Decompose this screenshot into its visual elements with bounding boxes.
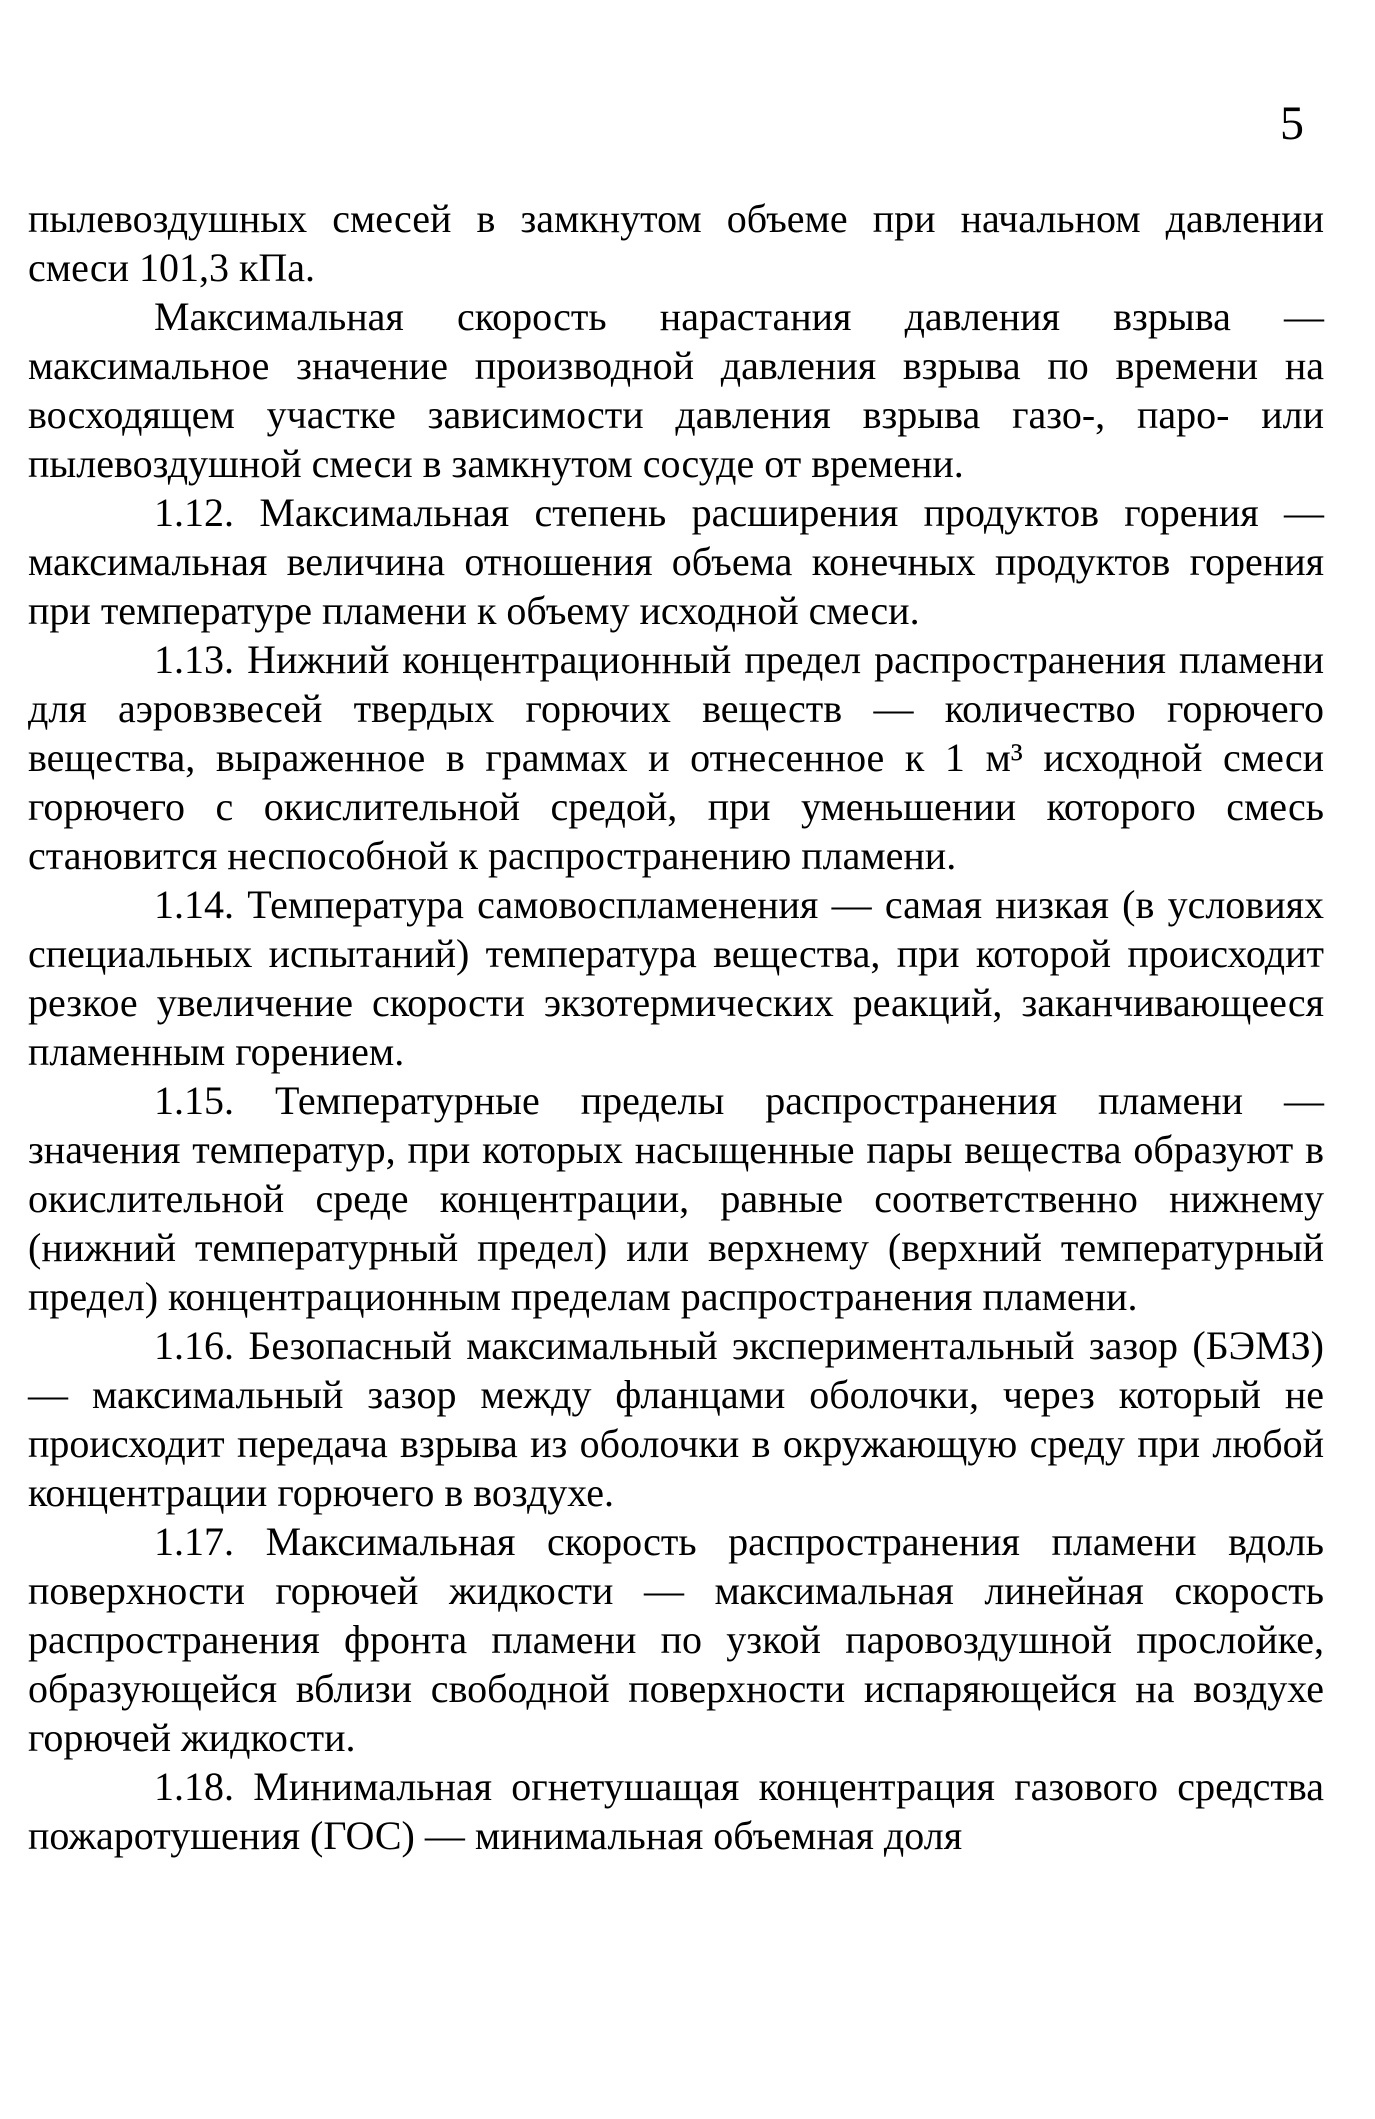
paragraph-1-14: 1.14. Температура самовоспламенения — самая низкая (в условиях специальных испытаний) температура вещества, при которой происходит резкое увеличение скорости экзотермических реакций, заканчивающееся пламенным горением. [28, 882, 1324, 1074]
paragraph-1-15: 1.15. Температурные пределы распространения пламени — значения температур, при которых насыщенные пары вещества образуют в окислительной среде концентрации, равные соответственно нижнему (нижний температурный предел) или верхнему (верхний температурный предел) концентрационным пределам распространения пламени. [28, 1078, 1324, 1319]
paragraph-max-pressure-rise-rate: Максимальная скорость нарастания давления взрыва — максимальное значение производной давления взрыва по времени на восходящем участке зависимости давления взрыва газо-, паро- или пылевоздушной смеси в замкнутом сосуде от времени. [28, 294, 1324, 486]
paragraph-1-13: 1.13. Нижний концентрационный предел распространения пламени для аэровзвесей твердых горючих веществ — количество горючего вещества, выраженное в граммах и отнесенное к 1 м³ исходной смеси горючего с окислительной средой, при уменьшении которого смесь становится неспособной к распространению пламени. [28, 637, 1324, 878]
paragraph-continuation: пылевоздушных смесей в замкнутом объеме при начальном давлении смеси 101,3 кПа. [28, 196, 1324, 290]
paragraph-1-18: 1.18. Минимальная огнетушащая концентрация газового средства пожаротушения (ГОС) — минимальная объемная доля [28, 1764, 1324, 1858]
paragraph-1-16: 1.16. Безопасный максимальный экспериментальный зазор (БЭМЗ) — максимальный зазор между фланцами оболочки, через который не происходит передача взрыва из оболочки в окружающую среду при любой концентрации горючего в воздухе. [28, 1323, 1324, 1515]
paragraph-1-12: 1.12. Максимальная степень расширения продуктов горения — максимальная величина отношения объема конечных продуктов горения при температуре пламени к объему исходной смеси. [28, 490, 1324, 633]
paragraph-1-17: 1.17. Максимальная скорость распространения пламени вдоль поверхности горючей жидкости — максимальная линейная скорость распространения фронта пламени по узкой паровоздушной прослойке, образующейся вблизи свободной поверхности испаряющейся на воздухе горючей жидкости. [28, 1519, 1324, 1760]
document-body [28, 194, 1324, 1860]
page-number: 5 [1280, 97, 1304, 150]
